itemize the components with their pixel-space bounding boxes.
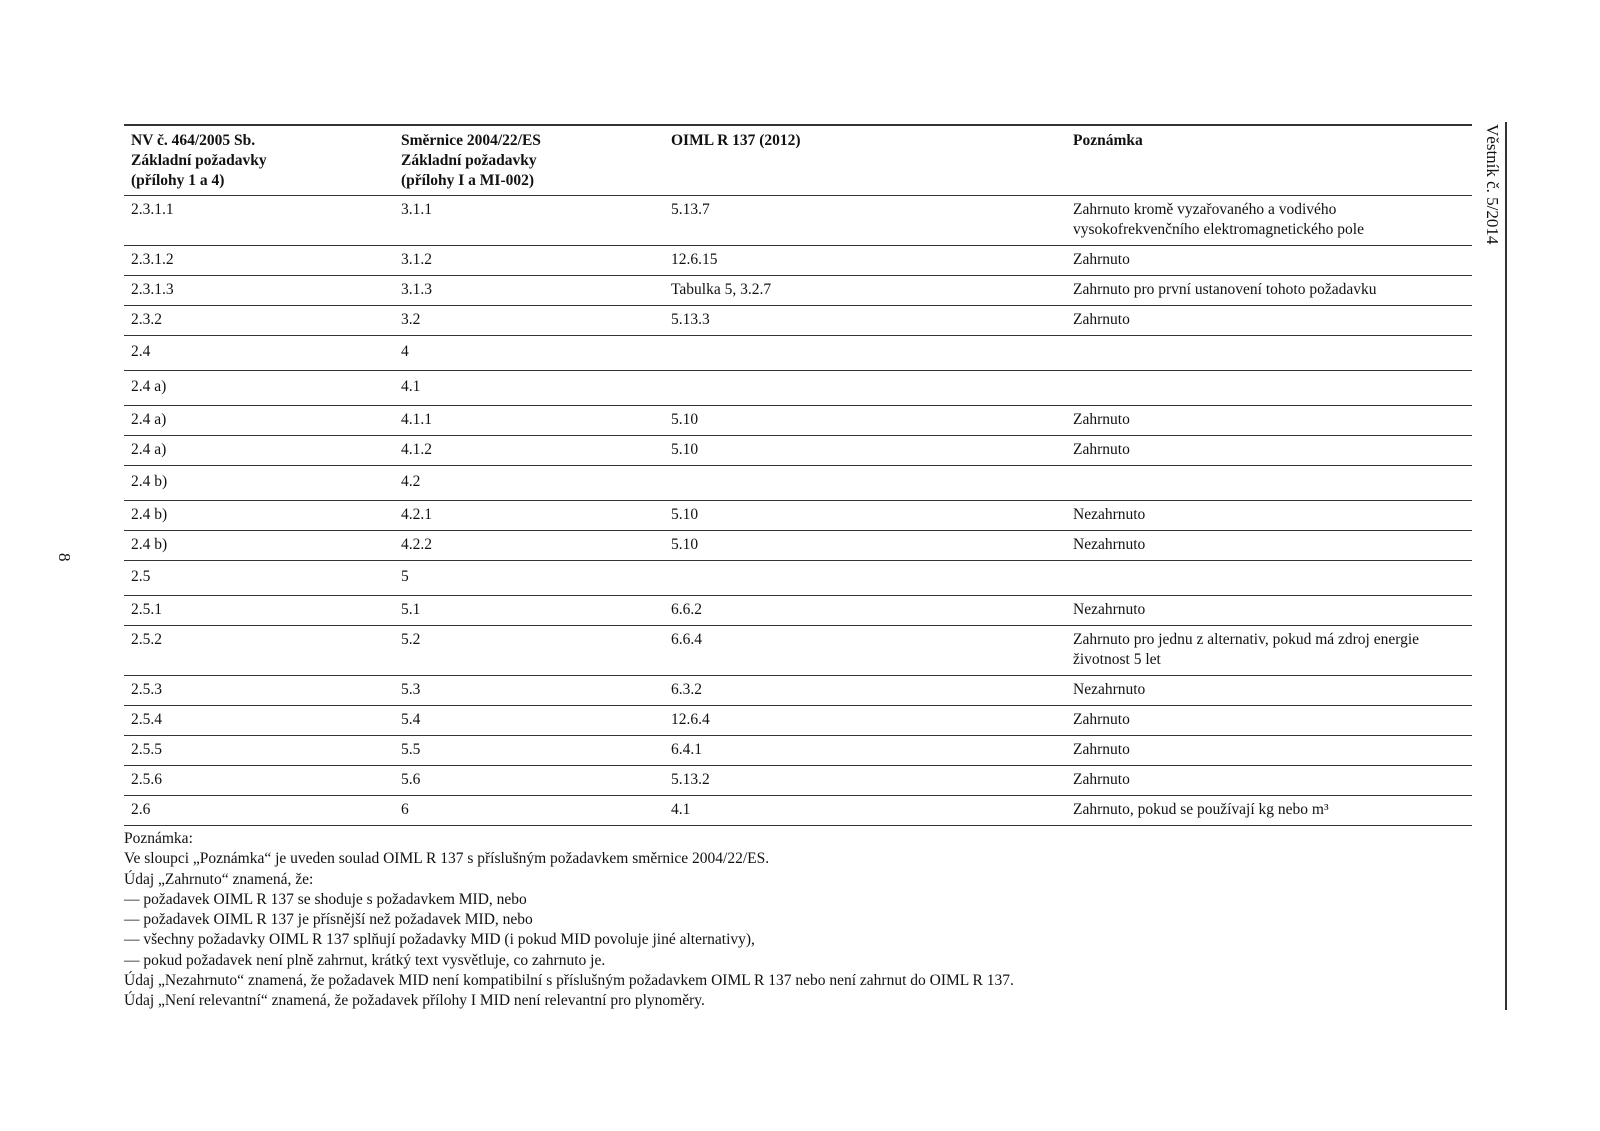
table-row xyxy=(124,276,1472,306)
column-header-line: OIML R 137 (2012) xyxy=(671,132,801,149)
table-cell: 2.4 a) xyxy=(131,441,167,458)
table-row xyxy=(124,501,1472,531)
note-line: Poznámka: xyxy=(124,830,193,847)
table-cell: Zahrnuto xyxy=(1073,251,1130,268)
table-cell: Nezahrnuto xyxy=(1073,681,1146,698)
table-cell: 2.4 a) xyxy=(131,411,167,428)
table-row xyxy=(124,196,1472,246)
table-cell: 5.10 xyxy=(671,411,699,428)
table-cell xyxy=(664,466,1066,501)
table-cell: 4.1 xyxy=(671,801,691,818)
footnote-block xyxy=(124,829,1472,1012)
document-content xyxy=(124,124,1472,1012)
note-line: Údaj „Není relevantní“ znamená, že požadavek přílohy I MID není relevantní pro plynoměry. xyxy=(124,992,705,1010)
table-cell: 2.5.6 xyxy=(131,771,162,788)
table-cell: 3.1.3 xyxy=(401,281,432,298)
column-header-line: (přílohy I a MI-002) xyxy=(401,172,535,189)
table-cell: 2.6 xyxy=(131,801,151,818)
table-cell: 6.4.1 xyxy=(671,741,702,758)
table-cell: 4.2 xyxy=(401,473,421,490)
table-row xyxy=(124,306,1472,336)
table-cell xyxy=(664,336,1066,371)
table-cell: 2.4 b) xyxy=(131,473,168,490)
table-cell: 2.5.4 xyxy=(131,711,162,728)
table-row xyxy=(124,706,1472,736)
table-row xyxy=(124,796,1472,826)
table-cell: Zahrnuto pro jednu z alternativ, pokud má zdroj energie životnost 5 let xyxy=(1073,631,1420,668)
note-line: Ve sloupci „Poznámka“ je uveden soulad OIML R 137 s příslušným požadavkem směrnice 2004/22/ES. xyxy=(124,850,770,868)
table-row xyxy=(124,626,1472,676)
column-header-line: (přílohy 1 a 4) xyxy=(131,172,225,189)
requirements-table xyxy=(124,124,1472,826)
table-cell: 2.4 xyxy=(131,343,151,360)
table-cell: Tabulka 5, 3.2.7 xyxy=(671,281,772,298)
table-cell xyxy=(1066,561,1472,596)
side-rule xyxy=(1505,122,1507,1010)
table-cell: 5.6 xyxy=(401,771,421,788)
table-cell: 6 xyxy=(401,801,409,818)
table-cell: 5.13.3 xyxy=(671,311,710,328)
table-cell: Zahrnuto xyxy=(1073,441,1130,458)
table-cell: Zahrnuto, pokud se používají kg nebo m³ xyxy=(1073,801,1329,818)
table-cell xyxy=(1066,336,1472,371)
table-cell: 5.10 xyxy=(671,441,699,458)
table-cell xyxy=(1066,466,1472,501)
column-header-line: Poznámka xyxy=(1073,132,1143,149)
table-row xyxy=(124,561,1472,596)
table-row xyxy=(124,676,1472,706)
table-cell: 2.4 b) xyxy=(131,536,168,553)
table-cell: 4.1.2 xyxy=(401,441,432,458)
table-cell: Zahrnuto kromě vyzařovaného a vodivého vysokofrekvenčního elektromagnetického pole xyxy=(1073,201,1364,238)
column-header-line: Směrnice 2004/22/ES xyxy=(401,132,541,149)
column-header xyxy=(394,125,664,196)
table-cell: 3.2 xyxy=(401,311,421,328)
table-cell: 2.4 b) xyxy=(131,506,168,523)
table-header xyxy=(124,125,1472,196)
table-body xyxy=(124,196,1472,826)
table-cell: 4 xyxy=(401,343,409,360)
table-cell: 2.4 a) xyxy=(131,378,167,395)
note-line: Údaj „Nezahrnuto“ znamená, že požadavek MID není kompatibilní s příslušným požadavkem OIML R 137 nebo není zahrnut do OIML R 137. xyxy=(124,972,1014,990)
column-header-line: Základní požadavky xyxy=(401,152,537,169)
table-cell: 2.3.1.2 xyxy=(131,251,174,268)
table-cell: 6.6.4 xyxy=(671,631,702,648)
table-cell: 6.6.2 xyxy=(671,601,702,618)
table-row xyxy=(124,736,1472,766)
table-cell: 5.3 xyxy=(401,681,421,698)
table-row xyxy=(124,531,1472,561)
table-cell: 3.1.2 xyxy=(401,251,432,268)
table-cell: 2.3.1.1 xyxy=(131,201,174,218)
table-cell: Nezahrnuto xyxy=(1073,506,1146,523)
table-cell: 5.13.7 xyxy=(671,201,710,218)
table-cell xyxy=(1066,371,1472,406)
table-cell: 2.5.5 xyxy=(131,741,162,758)
table-cell: 12.6.4 xyxy=(671,711,710,728)
table-row xyxy=(124,246,1472,276)
note-line: — požadavek OIML R 137 je přísnější než požadavek MID, nebo xyxy=(124,911,533,929)
table-cell: 5.13.2 xyxy=(671,771,710,788)
table-row xyxy=(124,596,1472,626)
table-cell: Zahrnuto xyxy=(1073,711,1130,728)
table-cell: 4.2.2 xyxy=(401,536,432,553)
column-header xyxy=(1066,125,1472,196)
table-cell: 4.1.1 xyxy=(401,411,432,428)
note-line: Údaj „Zahrnuto“ znamená, že: xyxy=(124,870,314,888)
table-cell: 2.5.3 xyxy=(131,681,162,698)
table-cell: 5.2 xyxy=(401,631,421,648)
table-cell: Nezahrnuto xyxy=(1073,536,1146,553)
table-cell: 12.6.15 xyxy=(671,251,718,268)
table-cell: 6.3.2 xyxy=(671,681,702,698)
column-header-line: NV č. 464/2005 Sb. xyxy=(131,132,256,149)
table-cell: 3.1.1 xyxy=(401,201,432,218)
table-cell: 5.1 xyxy=(401,601,421,618)
table-row xyxy=(124,336,1472,371)
table-row xyxy=(124,466,1472,501)
table-row xyxy=(124,371,1472,406)
page-number: 8 xyxy=(55,553,74,562)
note-line: — všechny požadavky OIML R 137 splňují požadavky MID (i pokud MID povoluje jiné alternativy), xyxy=(124,931,755,949)
table-cell: Zahrnuto xyxy=(1073,311,1130,328)
table-cell: 5.4 xyxy=(401,711,421,728)
table-cell: Zahrnuto xyxy=(1073,741,1130,758)
table-cell: 2.5.2 xyxy=(131,631,162,648)
header-row xyxy=(124,125,1472,196)
column-header-line: Základní požadavky xyxy=(131,152,267,169)
table-cell xyxy=(664,561,1066,596)
table-cell: 4.1 xyxy=(401,378,421,395)
table-cell: 2.3.2 xyxy=(131,311,162,328)
note-line: — požadavek OIML R 137 se shoduje s požadavkem MID, nebo xyxy=(124,890,527,908)
table-cell: Zahrnuto pro první ustanovení tohoto požadavku xyxy=(1073,281,1377,298)
column-header xyxy=(664,125,1066,196)
table-cell: Zahrnuto xyxy=(1073,411,1130,428)
table-cell: 4.2.1 xyxy=(401,506,432,523)
table-cell: 5.5 xyxy=(401,741,421,758)
table-cell: Zahrnuto xyxy=(1073,771,1130,788)
column-header xyxy=(124,125,394,196)
table-cell: 5 xyxy=(401,568,409,585)
table-cell: 5.10 xyxy=(671,506,699,523)
table-cell: 2.5.1 xyxy=(131,601,162,618)
table-row xyxy=(124,406,1472,436)
table-cell xyxy=(664,371,1066,406)
table-row xyxy=(124,436,1472,466)
table-row xyxy=(124,766,1472,796)
table-cell: Nezahrnuto xyxy=(1073,601,1146,618)
note-line: — pokud požadavek není plně zahrnut, krátký text vysvětluje, co zahrnuto je. xyxy=(124,951,606,969)
table-cell: 2.5 xyxy=(131,568,151,585)
journal-issue-label: Věstník č. 5/2014 xyxy=(1483,124,1502,245)
table-cell: 2.3.1.3 xyxy=(131,281,174,298)
table-cell: 5.10 xyxy=(671,536,699,553)
